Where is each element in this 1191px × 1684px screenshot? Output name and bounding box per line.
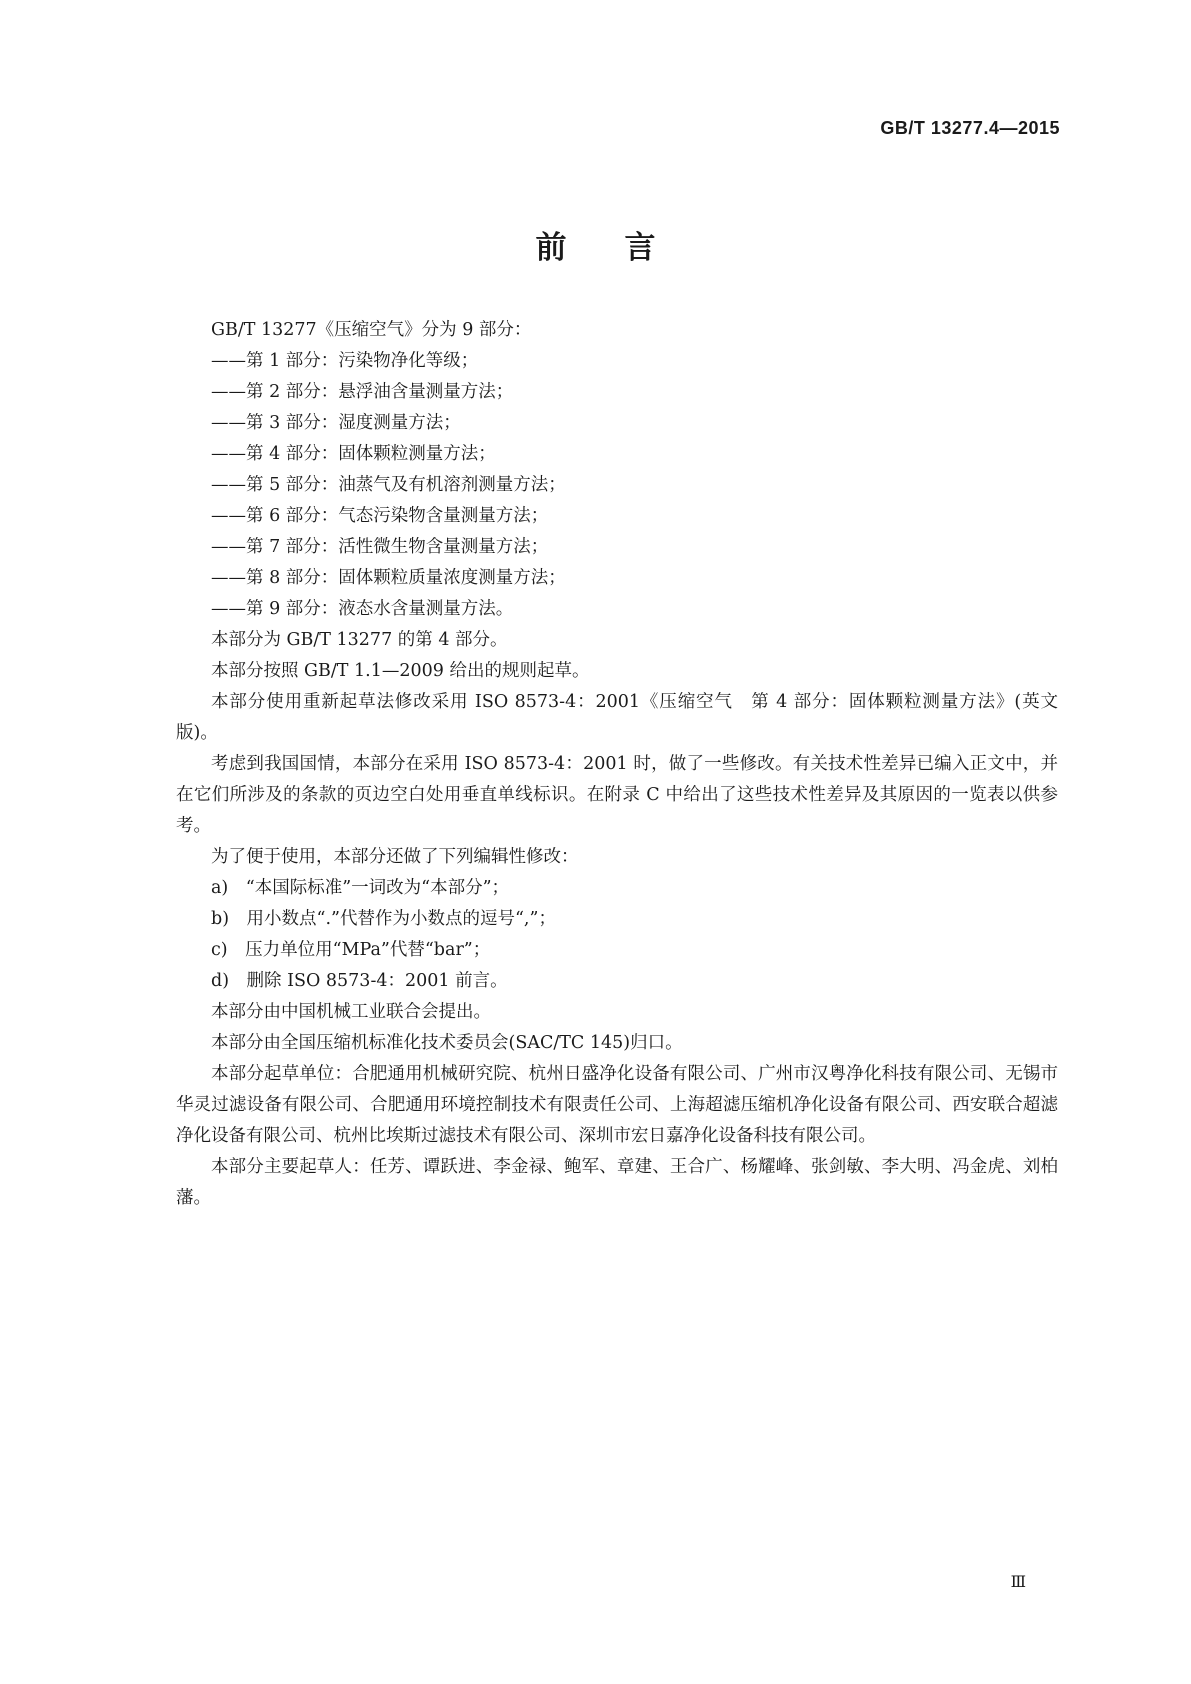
part-item: ——第 3 部分：湿度测量方法；	[211, 413, 461, 433]
main-drafters: 本部分主要起草人：任芳、谭跃进、李金禄、鲍军、章建、王合广、杨耀峰、张剑敏、李大明、冯金虎、刘柏藩。	[176, 1157, 1058, 1208]
page-number: Ⅲ	[1010, 1572, 1026, 1591]
standard-number: GB/T 13277.4—2015	[880, 118, 1060, 138]
part-item: ——第 4 部分：固体颗粒测量方法；	[211, 444, 496, 464]
editorial-changes-intro: 为了便于使用，本部分还做了下列编辑性修改：	[211, 847, 579, 867]
editorial-change-item: b) 用小数点“.”代替作为小数点的逗号“,”；	[211, 909, 556, 929]
drafting-rules: 本部分按照 GB/T 1.1—2009 给出的规则起草。	[211, 661, 590, 681]
part-statement: 本部分为 GB/T 13277 的第 4 部分。	[211, 630, 508, 650]
proposer-statement: 本部分由中国机械工业联合会提出。	[211, 1002, 491, 1022]
part-item: ——第 8 部分：固体颗粒质量浓度测量方法；	[211, 568, 566, 588]
editorial-change-item: d) 删除 ISO 8573-4：2001 前言。	[211, 971, 508, 991]
technical-differences: 考虑到我国国情，本部分在采用 ISO 8573-4：2001 时，做了一些修改。有关技术性差异已编入正文中，并在它们所涉及的条款的页边空白处用垂直单线标识。在附录 C 中给出了这些技术性差异及其原因的一览表以供参考。	[176, 754, 1058, 836]
part-item: ——第 9 部分：液态水含量测量方法。	[211, 599, 514, 619]
foreword-body	[176, 315, 1058, 1214]
editorial-change-item: c) 压力单位用“MPa”代替“bar”；	[211, 940, 491, 960]
adoption-statement: 本部分使用重新起草法修改采用 ISO 8573-4：2001《压缩空气 第 4 部分：固体颗粒测量方法》(英文版)。	[176, 692, 1058, 743]
editorial-changes-list	[176, 873, 1058, 997]
editorial-change-item: a) “本国际标准”一词改为“本部分”；	[211, 878, 510, 898]
part-item: ——第 5 部分：油蒸气及有机溶剂测量方法；	[211, 475, 566, 495]
parts-list	[176, 346, 1058, 625]
parts-intro: GB/T 13277《压缩空气》分为 9 部分：	[211, 320, 532, 340]
committee-statement: 本部分由全国压缩机标准化技术委员会(SAC/TC 145)归口。	[211, 1033, 683, 1053]
part-item: ——第 2 部分：悬浮油含量测量方法；	[211, 382, 514, 402]
part-item: ——第 6 部分：气态污染物含量测量方法；	[211, 506, 549, 526]
part-item: ——第 7 部分：活性微生物含量测量方法；	[211, 537, 549, 557]
part-item: ——第 1 部分：污染物净化等级；	[211, 351, 479, 371]
drafting-units: 本部分起草单位：合肥通用机械研究院、杭州日盛净化设备有限公司、广州市汉粤净化科技有限公司、无锡市华灵过滤设备有限公司、合肥通用环境控制技术有限责任公司、上海超滤压缩机净化设备有限公司、西安联合超滤净化设备有限公司、杭州比埃斯过滤技术有限公司、深圳市宏日嘉净化设备科技有限公司。	[176, 1064, 1058, 1146]
page-title: 前言	[535, 230, 714, 266]
